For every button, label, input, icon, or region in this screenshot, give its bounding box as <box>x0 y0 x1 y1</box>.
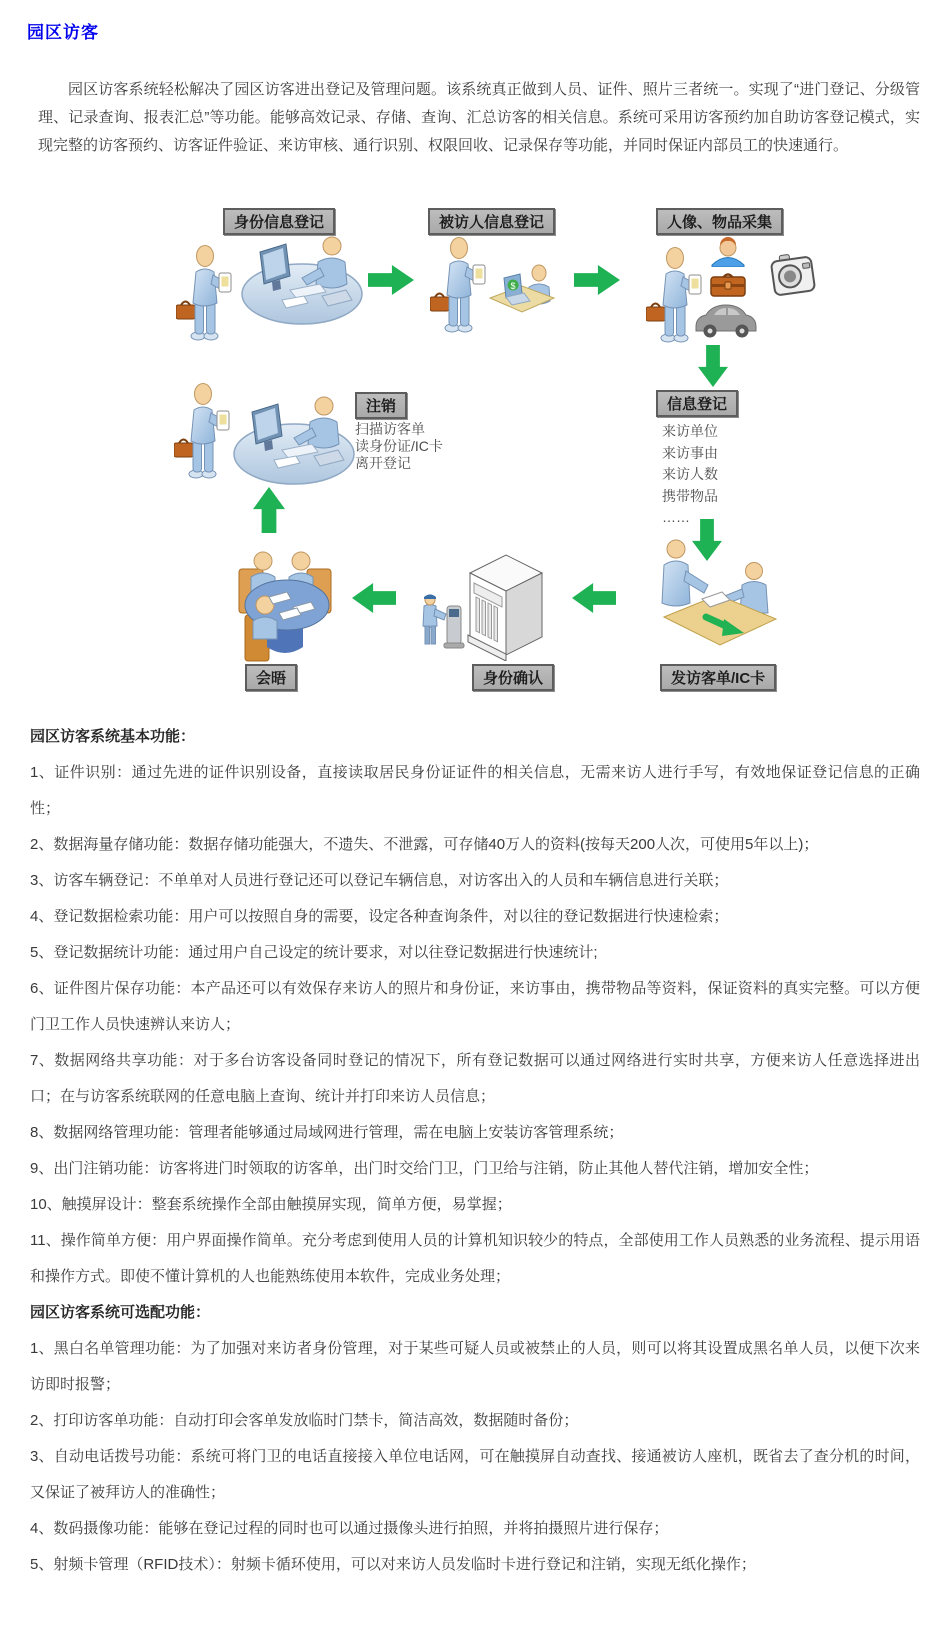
optional-features-section <box>30 1295 920 1583</box>
label-issue-pass: 发访客单/IC卡 <box>660 664 776 691</box>
feature-item: 6、证件图片保存功能：本产品还可以有效保存来访人的照片和身份证，来访事由，携带物品等资料，保证资料的真实完整。可以方便门卫工作人员快速辨认来访人； <box>30 980 920 1033</box>
info-item: 来访人数 <box>662 466 718 482</box>
label-identity-confirm: 身份确认 <box>472 664 554 691</box>
car-icon <box>694 301 758 339</box>
page-title: 园区访客 <box>27 23 99 42</box>
feature-item: 2、打印访客单功能：自动打印会客单发放临时门禁卡，简洁高效，数据随时备份； <box>30 1412 579 1429</box>
arrow-left-icon <box>352 583 396 613</box>
feature-item: 5、登记数据统计功能：通过用户自己设定的统计要求，对以往登记数据进行快速统计; <box>30 944 598 961</box>
reception-desk-figure <box>240 232 365 332</box>
checkout-notes <box>355 421 443 472</box>
arrow-left-icon <box>572 583 616 613</box>
visitor-figure <box>176 245 234 343</box>
info-item: …… <box>662 509 690 525</box>
feature-item: 2、数据海量存储功能：数据存储功能强大，不遗失、不泄露，可存储40万人的资料(按每天200人次，可使用5年以上)； <box>30 836 819 853</box>
feature-item: 4、登记数据检索功能：用户可以按照自身的需要，设定各种查询条件，对以往的登记数据进行快速检索； <box>30 908 729 925</box>
optional-features-heading: 园区访客系统可选配功能： <box>30 1304 211 1321</box>
label-identity-registration: 身份信息登记 <box>223 208 335 235</box>
label-info-registration: 信息登记 <box>656 390 738 417</box>
feature-item: 3、访客车辆登记：不单单对人员进行登记还可以登记车辆信息，对访客出入的人员和车辆信息进行关联； <box>30 872 729 889</box>
info-registration-list <box>662 421 718 529</box>
label-visited-registration: 被访人信息登记 <box>428 208 555 235</box>
feature-item: 5、射频卡管理（RFID技术）：射频卡循环使用，可以对来访人员发临时卡进行登记和注销，实现无纸化操作； <box>30 1556 756 1573</box>
briefcase-icon <box>710 271 746 298</box>
flow-diagram <box>0 187 945 697</box>
feature-item: 10、触摸屏设计：整套系统操作全部由触摸屏实现，简单方便，易掌握； <box>30 1196 512 1213</box>
visitor-figure <box>174 383 232 481</box>
label-capture: 人像、物品采集 <box>656 208 783 235</box>
label-checkout: 注销 <box>355 392 407 419</box>
meeting-table-figure <box>235 539 335 671</box>
arrow-down-icon <box>698 345 728 387</box>
feature-item: 4、数码摄像功能：能够在登记过程的同时也可以通过摄像头进行拍照，并将拍摄照片进行保存； <box>30 1520 669 1537</box>
checkout-note-line: 离开登记 <box>355 455 411 471</box>
feature-item: 3、自动电话拨号功能：系统可将门卫的电话直接接入单位电话网，可在触摸屏自动查找、接通被访人座机，既省去了查分机的时间，又保证了被拜访人的准确性； <box>30 1448 920 1501</box>
svg-text:$: $ <box>510 281 516 291</box>
basic-features-section <box>30 719 920 1295</box>
checkout-note-line: 扫描访客单 <box>355 421 425 437</box>
feature-item: 8、数据网络管理功能：管理者能够通过局域网进行管理，需在电脑上安装访客管理系统； <box>30 1124 624 1141</box>
visitor-figure <box>430 237 488 335</box>
intro-paragraph: 园区访客系统轻松解决了园区访客进出登记及管理问题。该系统真正做到人员、证件、照片三者统一。实现了“进门登记、分级管理、记录查询、报表汇总”等功能。能够高效记录、存储、查询、汇总访客的相关信息。系统可采用访客预约加自助访客登记模式，实现完整的访客预约、访客证件验证、来访审核、通行识别、权限回收、记录保存等功能，并同时保证内部员工的快速通行。 <box>38 81 920 154</box>
feature-item: 1、黑白名单管理功能：为了加强对来访者身份管理，对于某些可疑人员或被禁止的人员，则可以将其设置成黑名单人员，以便下次来访即时报警； <box>30 1340 920 1393</box>
building-figure <box>460 545 552 661</box>
laptop-desk-figure <box>486 260 558 320</box>
feature-item: 1、证件识别：通过先进的证件识别设备，直接读取居民身份证证件的相关信息，无需来访人进行手写，有效地保证登记信息的正确性； <box>30 764 920 817</box>
arrow-up-icon <box>253 487 285 533</box>
info-item: 携带物品 <box>662 487 718 504</box>
arrow-right-icon <box>368 265 414 295</box>
checkout-note-line: 读身份证/IC卡 <box>355 438 443 454</box>
feature-item: 11、操作简单方便：用户界面操作简单。充分考虑到使用人员的计算机知识较少的特点，全部使用工作人员熟悉的业务流程、提示用语和操作方式。即使不懂计算机的人也能熟练使用本软件，完成业务处理； <box>30 1232 920 1285</box>
portrait-avatar-icon <box>710 237 746 267</box>
camera-icon <box>770 251 816 301</box>
basic-features-heading: 园区访客系统基本功能： <box>30 728 196 745</box>
feature-item: 9、出门注销功能：访客将进门时领取的访客单，出门时交给门卫，门卫给与注销，防止其他人替代注销，增加安全性； <box>30 1160 819 1177</box>
feature-item: 7、数据网络共享功能：对于多台访客设备同时登记的情况下，所有登记数据可以通过网络进行实时共享，方便来访人任意选择进出口；在与访客系统联网的任意电脑上查询、统计并打印来访人员信息； <box>30 1052 920 1105</box>
arrow-right-icon <box>574 265 620 295</box>
checkout-desk-figure <box>232 392 357 492</box>
info-item: 来访事由 <box>662 444 718 461</box>
label-meeting: 会晤 <box>245 664 297 691</box>
issue-desk-figure <box>650 537 782 661</box>
info-item: 来访单位 <box>662 423 718 439</box>
